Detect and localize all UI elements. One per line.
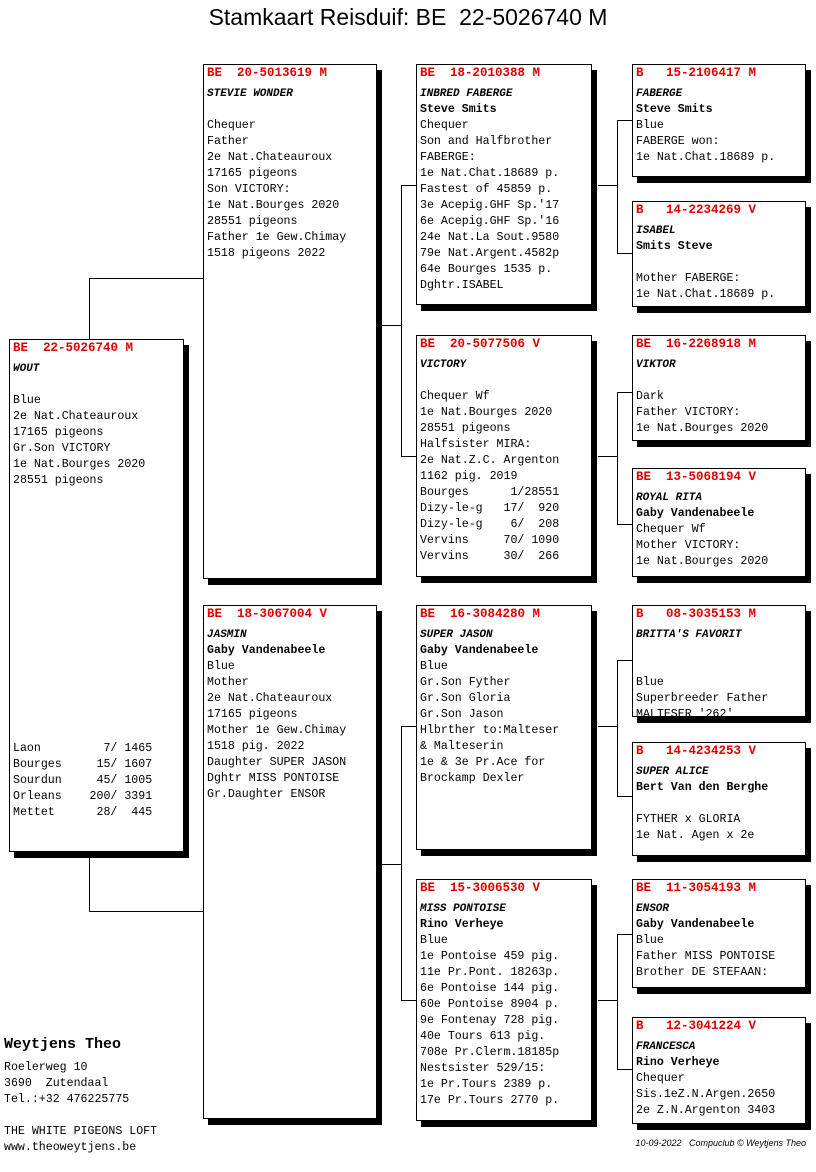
detail-line: FYTHER x GLORIA: [636, 813, 741, 826]
ring-number: BE 18-2010388 M: [420, 66, 541, 80]
result-line: Sourdun 45/ 1005: [13, 774, 153, 787]
detail-line: 1e Nat.Bourges 2020: [636, 555, 769, 568]
detail-line: 1e Pontoise 459 pig.: [420, 950, 560, 963]
detail-line: 28551 pigeons: [207, 215, 298, 228]
detail-line: Blue: [420, 934, 448, 947]
detail-line: 28551 pigeons: [13, 474, 104, 487]
pigeon-card-fff[interactable]: [632, 64, 806, 177]
connector-line: [617, 934, 618, 1070]
pigeon-details: [636, 643, 768, 723]
result-line: Orleans 200/ 3391: [13, 790, 153, 803]
owner-name: Rino Verheye: [420, 918, 504, 931]
breeder-address: [4, 1060, 129, 1108]
connector-line: [617, 253, 633, 254]
owner-name: Rino Verheye: [636, 1056, 720, 1069]
detail-line: Gr.Son Fyther: [420, 676, 511, 689]
address-line: Roelerweg 10: [4, 1061, 88, 1074]
detail-line: Chequer Wf: [420, 390, 490, 403]
detail-line: 40e Tours 613 pig.: [420, 1030, 546, 1043]
detail-line: Son and Halfbrother: [420, 135, 553, 148]
pigeon-card-mmf[interactable]: [632, 879, 806, 988]
pigeon-name: SUPER JASON: [420, 629, 493, 641]
connector-line: [598, 456, 618, 457]
page-title: Stamkaart Reisduif: BE 22-5026740 M: [208, 4, 608, 30]
ring-number: B 12-3041224 V: [636, 1019, 757, 1033]
owner-name: Smits Steve: [636, 240, 713, 253]
breeder-name: Weytjens Theo: [4, 1036, 122, 1053]
connector-line: [617, 120, 633, 121]
pigeon-details: [420, 373, 559, 565]
detail-line: Mother: [207, 676, 249, 689]
pigeon-details: [420, 643, 559, 787]
detail-line: Brother DE STEFAAN:: [636, 966, 769, 979]
connector-line: [382, 864, 401, 865]
connector-line: [401, 726, 402, 1001]
owner-name: Gaby Vandenabeele: [636, 507, 755, 520]
detail-line: Fastest of 45859 p.: [420, 183, 553, 196]
connector-line: [401, 1000, 417, 1001]
detail-line: 1e Nat.Bourges 2020: [13, 458, 146, 471]
result-line: Mettet 28/ 445: [13, 806, 153, 819]
detail-line: MALTESER '262': [636, 708, 734, 721]
detail-line: Hlbrther to:Malteser: [420, 724, 560, 737]
detail-line: 1e & 3e Pr.Ace for: [420, 756, 546, 769]
pigeon-card-paternal-grandmother[interactable]: [416, 335, 592, 577]
connector-line: [617, 524, 633, 525]
pigeon-card-father[interactable]: [203, 64, 377, 579]
connector-line: [598, 1000, 618, 1001]
pigeon-name: WOUT: [13, 363, 40, 375]
pigeon-name: VIKTOR: [636, 359, 676, 371]
detail-line: Father 1e Gew.Chimay: [207, 231, 347, 244]
detail-line: 708e Pr.Clerm.18185p: [420, 1046, 560, 1059]
pigeon-name: INBRED FABERGE: [420, 88, 513, 100]
detail-line: 1e Nat. Agen x 2e: [636, 829, 755, 842]
detail-line: Gr.Son VICTORY: [13, 442, 111, 455]
detail-line: [636, 796, 768, 812]
detail-line: 1e Nat.Bourges 2020: [420, 406, 553, 419]
detail-line: 24e Nat.La Sout.9580: [420, 231, 560, 244]
connector-line: [617, 660, 618, 797]
detail-line: Mother VICTORY:: [636, 539, 741, 552]
owner-name: Gaby Vandenabeele: [636, 918, 755, 931]
detail-line: 1518 pigeons 2022: [207, 247, 326, 260]
detail-line: FABERGE:: [420, 151, 476, 164]
detail-line: Blue: [207, 660, 235, 673]
detail-line: Chequer: [207, 119, 256, 132]
detail-line: Blue: [636, 676, 664, 689]
detail-line: & Malteserin: [420, 740, 504, 753]
pigeon-card-mff[interactable]: [632, 605, 806, 721]
ring-number: BE 16-2268918 M: [636, 337, 757, 351]
connector-line: [401, 185, 402, 457]
breeder-website: [4, 1124, 157, 1156]
owner-name: Bert Van den Berghe: [636, 781, 769, 794]
pigeon-details: [636, 102, 775, 166]
connector-line: [617, 660, 633, 661]
pigeon-card-fmm[interactable]: [632, 468, 806, 577]
detail-line: 1e Nat.Bourges 2020: [207, 199, 340, 212]
pigeon-card-fmf[interactable]: [632, 335, 806, 441]
connector-line: [382, 325, 401, 326]
detail-line: Chequer: [636, 1072, 685, 1085]
pigeon-name: VICTORY: [420, 359, 467, 371]
pigeon-name: SUPER ALICE: [636, 766, 709, 778]
ring-number: BE 18-3067004 V: [207, 607, 328, 621]
pigeon-card-mmm[interactable]: [632, 1017, 806, 1124]
pigeon-card-subject[interactable]: [9, 339, 184, 852]
connector-line: [89, 851, 90, 912]
detail-line: Gr.Daughter ENSOR: [207, 788, 326, 801]
detail-line: 9e Fontenay 728 pig.: [420, 1014, 560, 1027]
ring-number: B 14-4234253 V: [636, 744, 757, 758]
detail-line: 79e Nat.Argent.4582p: [420, 247, 560, 260]
detail-line: 60e Pontoise 8904 p.: [420, 998, 560, 1011]
detail-line: 2e Nat.Z.C. Argenton: [420, 454, 560, 467]
detail-line: 17165 pigeons: [207, 167, 298, 180]
detail-line: 2e Nat.Chateauroux: [13, 410, 139, 423]
owner-name: Steve Smits: [636, 103, 713, 116]
detail-line: 1e Nat.Chat.18689 p.: [636, 151, 776, 164]
detail-line: Father MISS PONTOISE: [636, 950, 776, 963]
pigeon-details: [13, 377, 145, 489]
detail-line: Chequer Wf: [636, 523, 706, 536]
detail-line: 1e Nat.Bourges 2020: [636, 422, 769, 435]
detail-line: FABERGE won:: [636, 135, 720, 148]
detail-line: 17165 pigeons: [207, 708, 298, 721]
pigeon-details: [636, 373, 768, 437]
connector-line: [617, 392, 618, 525]
pigeon-name: STEVIE WONDER: [207, 88, 293, 100]
pigeon-name: BRITTA'S FAVORIT: [636, 629, 742, 641]
detail-line: 6e Acepig.GHF Sp.'16: [420, 215, 560, 228]
detail-line: Gr.Son Gloria: [420, 692, 511, 705]
detail-line: Blue: [636, 934, 664, 947]
connector-line: [89, 278, 90, 340]
pigeon-card-ffm[interactable]: [632, 201, 806, 307]
detail-line: Mother 1e Gew.Chimay: [207, 724, 347, 737]
detail-line: 1e Pr.Tours 2389 p.: [420, 1078, 553, 1091]
detail-line: Chequer: [420, 119, 469, 132]
pigeon-details: [636, 780, 768, 844]
connector-line: [89, 911, 204, 912]
detail-line: 64e Bourges 1535 p.: [420, 263, 553, 276]
pigeon-details: [207, 643, 346, 803]
detail-line: 2e Z.N.Argenton 3403: [636, 1104, 776, 1117]
ring-number: BE 20-5077506 V: [420, 337, 541, 351]
detail-line: [636, 659, 768, 675]
detail-line: Dizy-le-g 6/ 208: [420, 518, 560, 531]
detail-line: [636, 373, 768, 389]
pigeon-name: FABERGE: [636, 88, 683, 100]
detail-line: 17165 pigeons: [13, 426, 104, 439]
detail-line: Gr.Son Jason: [420, 708, 504, 721]
detail-line: [13, 377, 145, 393]
detail-line: Blue: [420, 660, 448, 673]
detail-line: Superbreeder Father: [636, 692, 769, 705]
pigeon-details: [636, 1055, 775, 1119]
connector-line: [598, 726, 618, 727]
pigeon-name: FRANCESCA: [636, 1041, 696, 1053]
connector-line: [89, 278, 204, 279]
connector-line: [598, 185, 618, 186]
pigeon-details: [420, 102, 559, 294]
detail-line: 1e Nat.Chat.18689 p.: [636, 288, 776, 301]
detail-line: 6e Pontoise 144 pig.: [420, 982, 560, 995]
phone-line: Tel.:+32 476225775: [4, 1093, 130, 1106]
pigeon-name: ENSOR: [636, 903, 670, 915]
pigeon-details: [636, 239, 775, 303]
connector-line: [617, 934, 633, 935]
pigeon-name: MISS PONTOISE: [420, 903, 506, 915]
ring-number: BE 20-5013619 M: [207, 66, 328, 80]
detail-line: Bourges 1/28551: [420, 486, 560, 499]
detail-line: Vervins 70/ 1090: [420, 534, 560, 547]
owner-name: Gaby Vandenabeele: [207, 644, 326, 657]
detail-line: 11e Pr.Pont. 18263p.: [420, 966, 560, 979]
detail-line: 17e Pr.Tours 2770 p.: [420, 1094, 560, 1107]
pigeon-card-paternal-grandfather[interactable]: [416, 64, 592, 305]
ring-number: BE 15-3006530 V: [420, 881, 541, 895]
owner-name: Gaby Vandenabeele: [420, 644, 539, 657]
detail-line: Brockamp Dexler: [420, 772, 525, 785]
detail-line: Halfsister MIRA:: [420, 438, 532, 451]
pigeon-name: JASMIN: [207, 629, 247, 641]
detail-line: 28551 pigeons: [420, 422, 511, 435]
print-credit: 10-09-2022 Compuclub © Weytjens Theo: [635, 1138, 806, 1148]
detail-line: 1518 pig. 2022: [207, 740, 305, 753]
detail-line: 1e Nat.Chat.18689 p.: [420, 167, 560, 180]
detail-line: Son VICTORY:: [207, 183, 291, 196]
detail-line: Nestsister 529/15:: [420, 1062, 546, 1075]
pigeon-name: ROYAL RITA: [636, 492, 703, 504]
detail-line: 1162 pig. 2019: [420, 470, 518, 483]
detail-line: 2e Nat.Chateauroux: [207, 692, 333, 705]
detail-line: Blue: [636, 119, 664, 132]
detail-line: Dizy-le-g 17/ 920: [420, 502, 560, 515]
detail-line: Dghtr.ISABEL: [420, 279, 504, 292]
connector-line: [617, 796, 633, 797]
pigeon-card-mfm[interactable]: [632, 742, 806, 856]
detail-line: Father: [207, 135, 249, 148]
ring-number: BE 13-5068194 V: [636, 470, 757, 484]
connector-line: [401, 456, 417, 457]
connector-line: [617, 1069, 633, 1070]
detail-line: [636, 643, 768, 659]
pigeon-details: [207, 102, 346, 262]
detail-line: Father VICTORY:: [636, 406, 741, 419]
detail-line: Dark: [636, 390, 664, 403]
detail-line: 2e Nat.Chateauroux: [207, 151, 333, 164]
ring-number: B 14-2234269 V: [636, 203, 757, 217]
detail-line: Dghtr MISS PONTOISE: [207, 772, 340, 785]
ring-number: BE 16-3084280 M: [420, 607, 541, 621]
website-link[interactable]: www.theoweytjens.be: [4, 1141, 137, 1154]
result-line: Laon 7/ 1465: [13, 742, 153, 755]
pigeon-name: ISABEL: [636, 225, 676, 237]
detail-line: 3e Acepig.GHF Sp.'17: [420, 199, 560, 212]
connector-line: [401, 185, 417, 186]
detail-line: Daughter SUPER JASON: [207, 756, 347, 769]
connector-line: [401, 726, 417, 727]
pigeon-details: [636, 506, 768, 570]
detail-line: [636, 255, 775, 271]
pigeon-card-maternal-grandmother[interactable]: [416, 879, 592, 1121]
pigeon-details: [636, 917, 775, 981]
detail-line: Vervins 30/ 266: [420, 550, 560, 563]
owner-name: Steve Smits: [420, 103, 497, 116]
connector-line: [617, 392, 633, 393]
address-line: 3690 Zutendaal: [4, 1077, 109, 1090]
ring-number: B 08-3035153 M: [636, 607, 757, 621]
pigeon-details: [420, 917, 559, 1109]
ring-number: BE 11-3054193 M: [636, 881, 757, 895]
connector-line: [617, 120, 618, 254]
detail-line: [420, 373, 559, 389]
ring-number: B 15-2106417 M: [636, 66, 757, 80]
detail-line: Mother FABERGE:: [636, 272, 741, 285]
ring-number: BE 22-5026740 M: [13, 341, 134, 355]
detail-line: [207, 102, 346, 118]
race-results: [13, 741, 152, 821]
detail-line: Sis.1eZ.N.Argen.2650: [636, 1088, 776, 1101]
result-line: Bourges 15/ 1607: [13, 758, 153, 771]
loft-name: THE WHITE PIGEONS LOFT: [4, 1125, 158, 1138]
pigeon-card-mother[interactable]: [203, 605, 377, 1119]
pigeon-card-maternal-grandfather[interactable]: [416, 605, 592, 850]
detail-line: Blue: [13, 394, 41, 407]
